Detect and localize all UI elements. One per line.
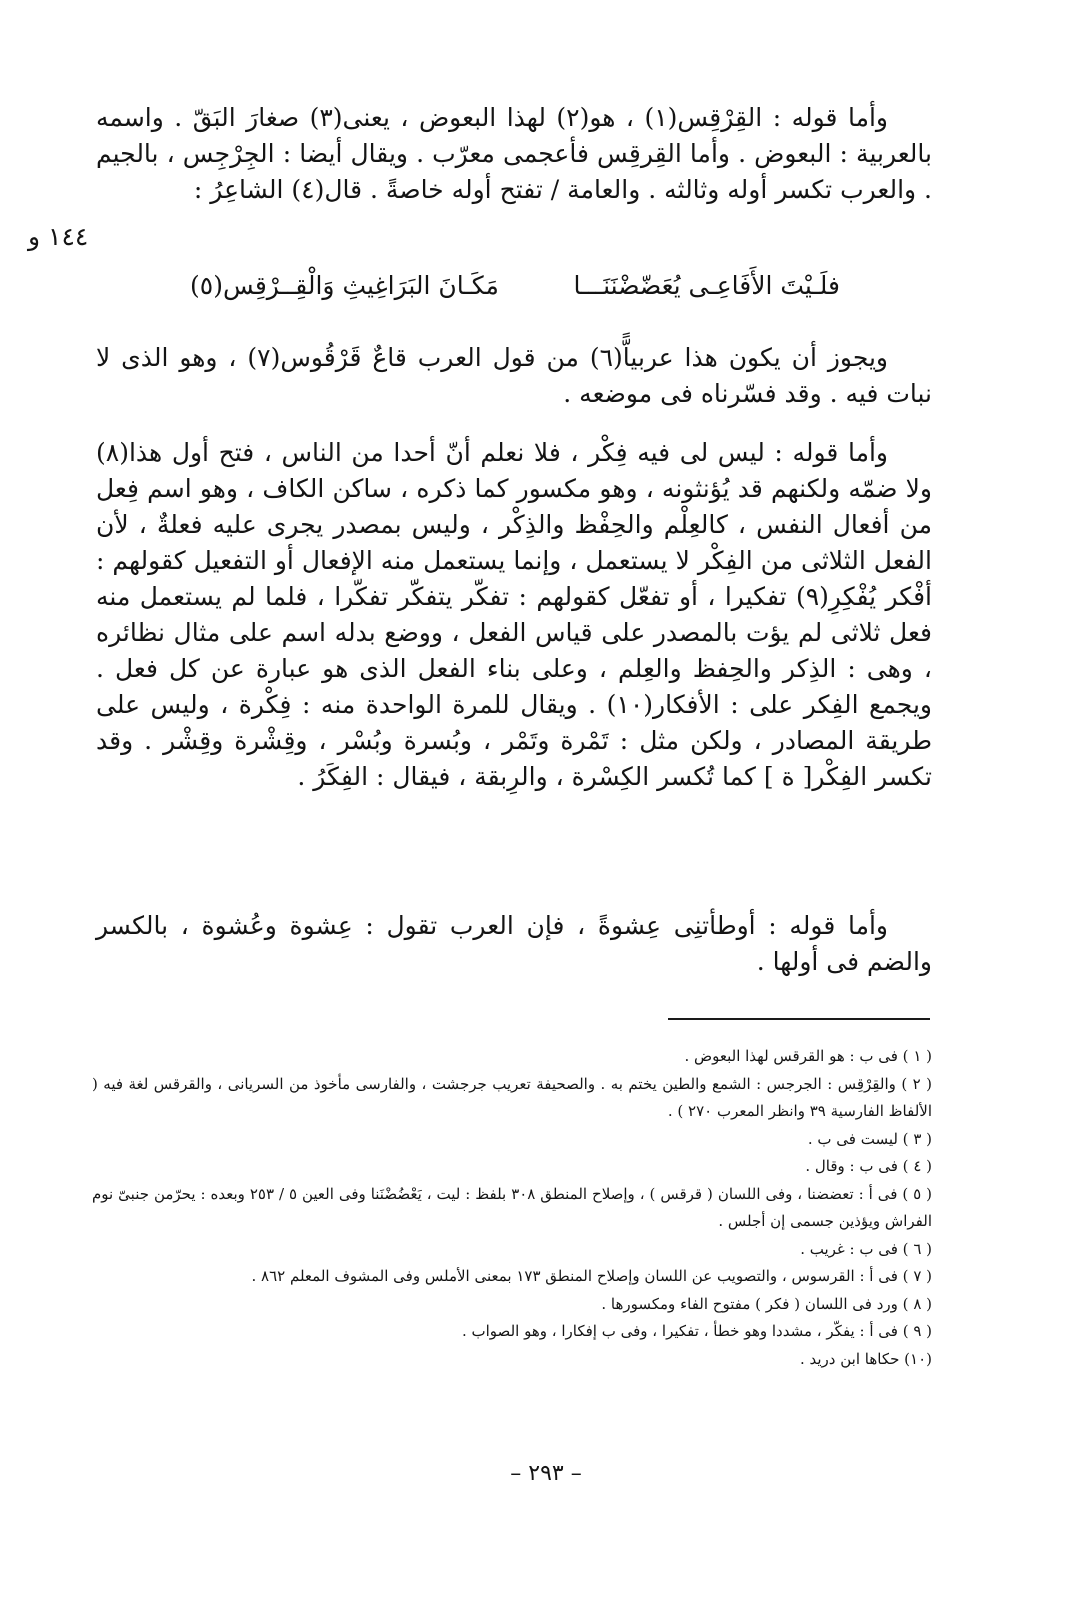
footnote-separator — [668, 1018, 930, 1020]
footnote-6: ( ٦ ) فى ب : غريب . — [800, 1239, 932, 1258]
footnote-3: ( ٣ ) ليست فى ب . — [807, 1129, 932, 1148]
footnote-9: ( ٩ ) فى أ : يفكّر ، مشددا وهو خطأ ، تفكيرا ، وفى ب إفكارا ، وهو الصواب . — [461, 1322, 932, 1340]
folio-margin-note: ١٤٤ و — [28, 222, 89, 251]
poetry-verse — [190, 266, 840, 306]
footnote-7: ( ٧ ) فى أ : القرسوس ، والتصويب عن اللسان وإصلاح المنطق ١٧٣ بمعنى الأملس وفى المشوف المعلم ٨٦٢ . — [251, 1267, 932, 1285]
paragraph-qirqis: وأما قوله : القِرْقِس(١) ، هو(٢) لهذا البعوض ، يعنى(٣) صغارَ البَقّ . واسمه بالعربية : البعوض . وأما القِرقِس فأعجمى معرّب . ويقال أيضا : الجِرْجِس ، بالجيم . والعرب تكسر أوله وثالثه . والعامة / تفتح أوله خاصةً . قال(٤) الشاعِرُ : — [96, 103, 932, 204]
footnote-4: ( ٤ ) فى ب : وقال . — [805, 1157, 932, 1175]
footnotes — [92, 1043, 932, 1373]
footnote-2: ( ٢ ) والقِرْقِس : الجرجس : الشمع والطين يختم به . والصحيفة تعريب جرجشت ، والفارسى مأخوذ من السريانى ، والقرقس لغة فيه ( الألفاظ الفارسية ٣٩ وانظر المعرب ٢٧٠ ) . — [92, 1074, 933, 1120]
footnote-1: ( ١ ) فى ب : هو القرقس لهذا البعوض . — [684, 1047, 932, 1065]
verse-first-hemistich: فلَـيْتَ الأَفَاعِـى يُعَضّضْنَنَـــا — [573, 271, 840, 300]
verse-second-hemistich: مَكَـانَ البَرَاغِيثِ وَالْقِــرْقِس(٥) — [190, 271, 499, 300]
paragraph-fikr: وأما قوله : ليس لى فيه فِكْر ، فلا نعلم أنّ أحدا من الناس ، فتح أول هذا(٨) ولا ضمّه ولكنهم قد يُؤنثونه ، وهو مكسور كما ذكره ، ساكن الكاف ، وهو اسم فِعل من أفعال النفس ، كالعِلْم والحِفْظ والذِكْر ، وليس بمصدر يجرى عليه فعلةٌ ، لأن الفعل الثلاثى من الفِكْر لا يستعمل ، وإنما يستعمل منه الإفعال أو التفعيل كقولهم : أفْكر يُفْكِرِ(٩) تفكيرا ، أو تفعّل كقولهم : تفكّر يتفكّر تفكّرا ، فلما لم يستعمل منه فعل ثلاثى لم يؤت بالمصدر على قياس الفعل ، ووضع بدله اسم على مثال نظائره ، وهى : الذِكر والحِفظ والعِلم ، وعلى بناء الفعل الذى هو عبارة عن كل فعل . ويجمع الفِكر على : الأفكار(١٠) . ويقال للمرة الواحدة منه : فِكْرة ، وليس على طريقة المصادر ، ولكن مثل : تَمْرة وتَمْر ، وبُسرة وبُسْر ، وقِشْرة وقِشْر . وقد تكسر الفِكْر[ ة ] كما تُكسر الكِسْرة ، والرِبقة ، فيقال : الفِكَرُ . — [96, 438, 932, 791]
footnote-5: ( ٥ ) فى أ : تعضضنا ، وفى اللسان ( قرقس ) ، وإصلاح المنطق ٣٠٨ بلفظ : ليت ، يَعْضُضْنَنا وفى العين ٥ / ٢٥٣ وبعده : يحرّمن جنبىّ نوم الفراش ويؤذين جسمى إن أجلس . — [92, 1184, 932, 1230]
paragraph-qarqus: ويجوز أن يكون هذا عربياًّ(٦) من قول العرب قاعٌ قَرْقُوس(٧) ، وهو الذى لا نبات فيه . وقد فسّرناه فى موضعه . — [96, 343, 932, 408]
footnote-10: (١٠) حكاها ابن دريد . — [799, 1349, 932, 1368]
paragraph-ishwa: وأما قوله : أوطأتنِى عِشوةً ، فإن العرب تقول : عِشوة وعُشوة ، بالكسر والضم فى أولها . — [96, 911, 932, 976]
page-number: – ٢٩٣ – — [510, 1461, 582, 1486]
footnote-8: ( ٨ ) ورد فى اللسان ( فكر ) مفتوح الفاء ومكسورها . — [601, 1294, 932, 1313]
